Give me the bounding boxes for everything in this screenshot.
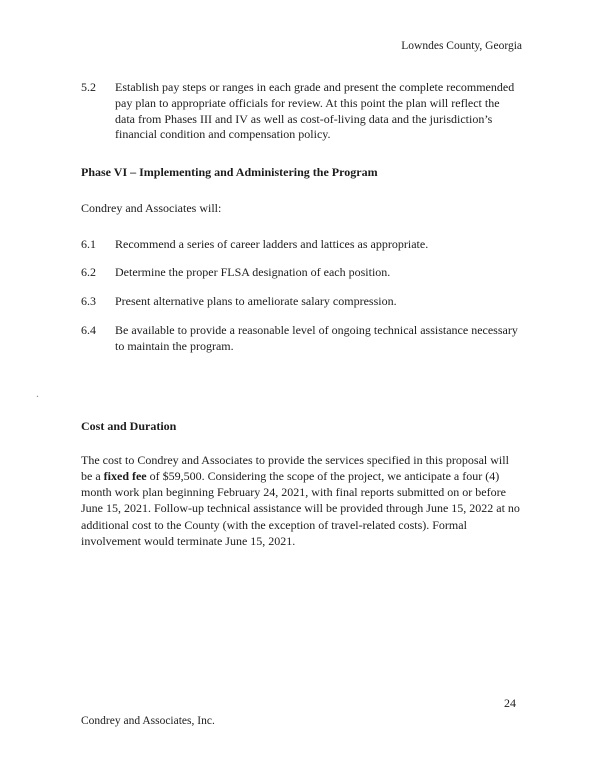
page-number: 24 [504, 696, 516, 710]
item-number: 6.1 [81, 236, 96, 251]
item-text: Be available to provide a reasonable level of ongoing technical assistance necessary to maintain the program. [115, 322, 518, 353]
header-location: Lowndes County, Georgia [401, 40, 522, 52]
numbered-item-6-3 [81, 294, 522, 310]
fixed-fee-bold: fixed fee [103, 469, 147, 484]
item-text: Establish pay steps or ranges in each grade and present the complete recommended pay plan to appropriate officials for review. At this point the plan will reflect the data from Phases III and IV as well as cost-of-living data and the jurisdiction’s financial condition and compensation policy. [115, 80, 515, 142]
cost-duration-heading: Cost and Duration [81, 418, 177, 433]
cost-paragraph [81, 452, 522, 548]
footer-company-name: Condrey and Associates, Inc. [81, 715, 215, 727]
item-number: 6.3 [81, 294, 96, 309]
numbered-item-6-2 [81, 265, 522, 281]
page-content [81, 40, 522, 561]
numbered-item-5-2 [81, 80, 522, 143]
cost-paragraph-part1: The cost to Condrey and Associates to provide the services specified in this proposal will be a [81, 453, 509, 484]
item-number: 6.4 [81, 322, 96, 337]
scan-artifact-dot: . [36, 386, 39, 400]
numbered-item-6-4 [81, 323, 522, 355]
item-text: Present alternative plans to ameliorate salary compression. [115, 294, 397, 309]
phase-vi-intro: Condrey and Associates will: [81, 200, 222, 215]
phase-vi-heading: Phase VI – Implementing and Administering the Program [81, 165, 378, 180]
numbered-item-6-1 [81, 237, 522, 253]
item-number: 6.2 [81, 265, 96, 280]
cost-paragraph-part2: of $59,500. Considering the scope of the project, we anticipate a four (4) month work plan beginning February 24, 2021, with final reports submitted on or before June 15, 2021. Follow-up technical assistance will be provided through June 15, 2022 at no additional cost to the County (with the exception of travel-related costs). Formal involvement would terminate June 15, 2021. [81, 469, 520, 548]
item-text: Determine the proper FLSA designation of each position. [115, 265, 391, 280]
item-text: Recommend a series of career ladders and lattices as appropriate. [115, 236, 429, 251]
item-number: 5.2 [81, 80, 96, 94]
